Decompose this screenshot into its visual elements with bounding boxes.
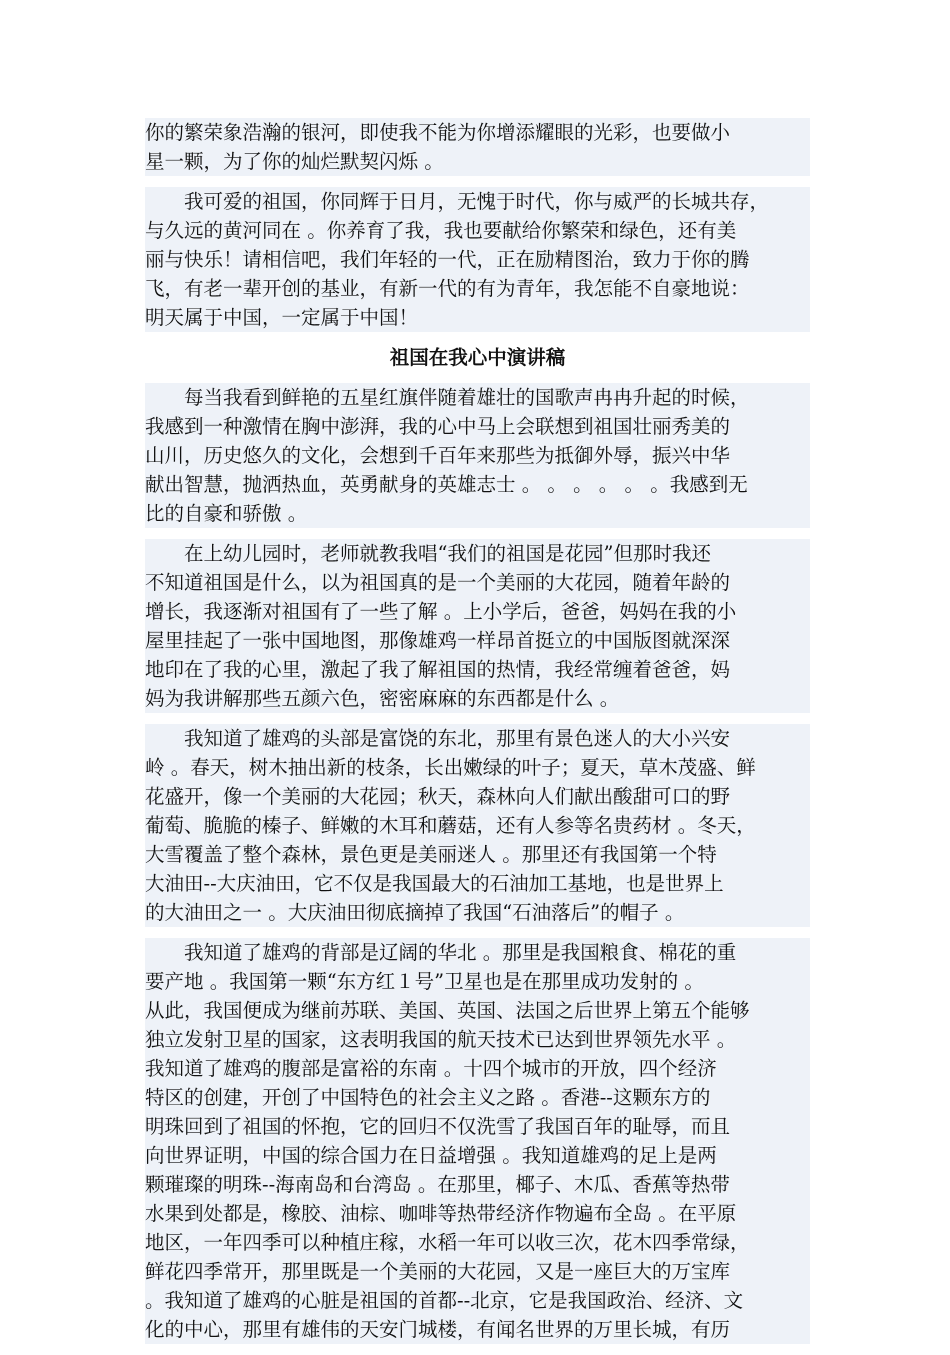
text-line: 星一颗，为了你的灿烂默契闪烁 。 (145, 147, 810, 176)
paragraph-closing (145, 187, 810, 332)
text-line: 我知道了雄鸡的背部是辽阔的华北 。那里是我国粮食、棉花的重 (145, 938, 810, 967)
paragraph-4 (145, 938, 810, 1344)
text-line: 岭 。春天，树木抽出新的枝条，长出嫩绿的叶子；夏天，草木茂盛、鲜 (145, 753, 810, 782)
text-line: 大雪覆盖了整个森林，景色更是美丽迷人 。那里还有我国第一个特 (145, 840, 810, 869)
text-line: 不知道祖国是什么，以为祖国真的是一个美丽的大花园，随着年龄的 (145, 568, 810, 597)
paragraph-1 (145, 383, 810, 528)
text-line: 比的自豪和骄傲 。 (145, 499, 810, 528)
text-line: 在上幼儿园时，老师就教我唱“我们的祖国是花园”但那时我还 (145, 539, 810, 568)
text-line: 明珠回到了祖国的怀抱，它的回归不仅洗雪了我国百年的耻辱，而且 (145, 1112, 810, 1141)
text-line: 从此，我国便成为继前苏联、美国、英国、法国之后世界上第五个能够 (145, 996, 810, 1025)
document-body (145, 118, 810, 1355)
text-line: 向世界证明，中国的综合国力在日益增强 。我知道雄鸡的足上是两 (145, 1141, 810, 1170)
text-line: 的大油田之一 。大庆油田彻底摘掉了我国“石油落后”的帽子 。 (145, 898, 810, 927)
text-line: 增长，我逐渐对祖国有了一些了解 。上小学后，爸爸，妈妈在我的小 (145, 597, 810, 626)
text-line: 屋里挂起了一张中国地图，那像雄鸡一样昂首挺立的中国版图就深深 (145, 626, 810, 655)
text-line: 水果到处都是，橡胶、油棕、咖啡等热带经济作物遍布全岛 。在平原 (145, 1199, 810, 1228)
text-line: 化的中心，那里有雄伟的天安门城楼，有闻名世界的万里长城，有历 (145, 1315, 810, 1344)
text-line: 葡萄、脆脆的榛子、鲜嫩的木耳和蘑菇，还有人参等名贵药材 。冬天， (145, 811, 810, 840)
paragraph-intro-continued (145, 118, 810, 176)
text-line: 要产地 。我国第一颗“东方红１号”卫星也是在那里成功发射的 。 (145, 967, 810, 996)
text-line: 献出智慧，抛洒热血，英勇献身的英雄志士 。 。 。 。 。 。我感到无 (145, 470, 810, 499)
text-line: 山川，历史悠久的文化，会想到千百年来那些为抵御外辱，振兴中华 (145, 441, 810, 470)
text-line: 丽与快乐！请相信吧，我们年轻的一代，正在励精图治，致力于你的腾 (145, 245, 810, 274)
text-line: 地印在了我的心里，激起了我了解祖国的热情，我经常缠着爸爸，妈 (145, 655, 810, 684)
text-line: 颗璀璨的明珠--海南岛和台湾岛 。在那里，椰子、木瓜、香蕉等热带 (145, 1170, 810, 1199)
speech-title: 祖国在我心中演讲稿 (389, 346, 566, 369)
text-line: 我可爱的祖国，你同辉于日月，无愧于时代，你与威严的长城共存， (145, 187, 810, 216)
text-line: 鲜花四季常开，那里既是一个美丽的大花园，又是一座巨大的万宝库 (145, 1257, 810, 1286)
text-line: 飞，有老一辈开创的基业，有新一代的有为青年，我怎能不自豪地说： (145, 274, 810, 303)
text-line: 明天属于中国，一定属于中国！ (145, 303, 810, 332)
text-line: 独立发射卫星的国家，这表明我国的航天技术已达到世界领先水平 。 (145, 1025, 810, 1054)
text-line: 特区的创建，开创了中国特色的社会主义之路 。香港--这颗东方的 (145, 1083, 810, 1112)
text-line: 大油田--大庆油田，它不仅是我国最大的石油加工基地，也是世界上 (145, 869, 810, 898)
text-line: 我感到一种激情在胸中澎湃，我的心中马上会联想到祖国壮丽秀美的 (145, 412, 810, 441)
text-line: 你的繁荣象浩瀚的银河，即使我不能为你增添耀眼的光彩，也要做小 (145, 118, 810, 147)
text-line: 地区，一年四季可以种植庄稼，水稻一年可以收三次，花木四季常绿， (145, 1228, 810, 1257)
paragraph-2 (145, 539, 810, 713)
paragraph-3 (145, 724, 810, 927)
text-line: 妈为我讲解那些五颜六色，密密麻麻的东西都是什么 。 (145, 684, 810, 713)
text-line: 我知道了雄鸡的头部是富饶的东北，那里有景色迷人的大小兴安 (145, 724, 810, 753)
text-line: 我知道了雄鸡的腹部是富裕的东南 。十四个城市的开放，四个经济 (145, 1054, 810, 1083)
text-line: 每当我看到鲜艳的五星红旗伴随着雄壮的国歌声冉冉升起的时候， (145, 383, 810, 412)
text-line: 。我知道了雄鸡的心脏是祖国的首都--北京，它是我国政治、经济、文 (145, 1286, 810, 1315)
text-line: 与久远的黄河同在 。你养育了我，我也要献给你繁荣和绿色，还有美 (145, 216, 810, 245)
text-line: 花盛开，像一个美丽的大花园；秋天，森林向人们献出酸甜可口的野 (145, 782, 810, 811)
